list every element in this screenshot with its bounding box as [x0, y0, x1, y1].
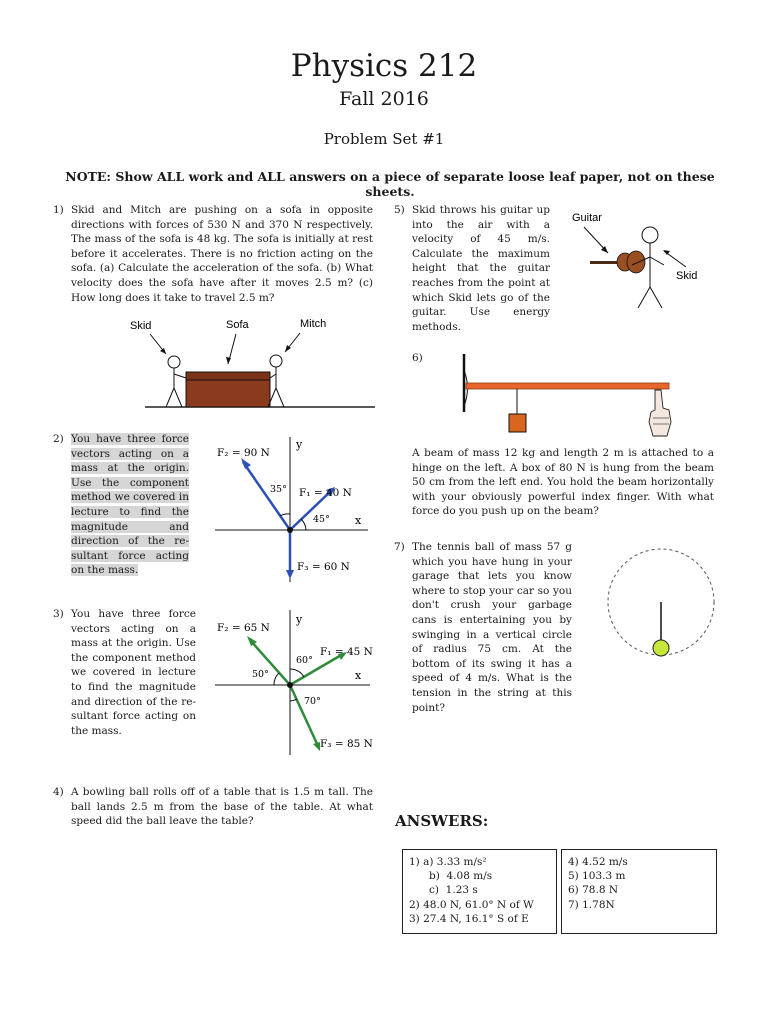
beam-figure [455, 352, 680, 447]
problem-5 [394, 203, 550, 334]
problem-6: A beam of mass 12 kg and length 2 m is attached to a hinge on the left. A box of 80 N is hung from the beam 50 cm from the left end. You hold the beam horizontally with your obviously powerful index finger. With what force do you push up on the beam? [412, 447, 714, 518]
tennis-ball-figure [605, 540, 725, 670]
y-axis-label: y [296, 613, 303, 626]
f2-label: F₂ = 90 N [217, 447, 270, 459]
problem-text: You have three force vectors acting on a mass at the origin. Use the component method we covered in lecture to find the magnitude and direction of the re-sultant force acting on the mass. [71, 608, 196, 737]
problem-6-number: 6) [412, 352, 423, 364]
problem-7 [394, 540, 572, 715]
arrowhead [241, 458, 251, 469]
angle-arc [301, 519, 306, 530]
problem-2 [53, 432, 189, 578]
problem-4 [53, 785, 373, 829]
f2-label: F₂ = 65 N [217, 622, 270, 634]
guitar-label: Guitar [572, 212, 602, 224]
f3-label: F₃ = 60 N [297, 561, 350, 573]
answers-heading: ANSWERS: [395, 812, 489, 830]
problem-number: 1) [53, 204, 64, 216]
problem-number: 3) [53, 608, 64, 620]
answers-box-right [561, 849, 717, 934]
arrowhead [313, 742, 320, 751]
force-diagram-3 [210, 605, 380, 760]
problem-text: Skid throws his guitar up into the air with a velocity of 45 m/s. Calculate the maximum height that the guitar reaches from the point at which Skid lets go of the guitar. Use energy methods. [412, 204, 550, 333]
skid-label: Skid [676, 270, 698, 282]
sofa-figure [130, 312, 380, 412]
angle-label: 35° [270, 484, 287, 495]
answer-line: 6) 78.8 N [568, 884, 619, 897]
sofa-shape [186, 372, 270, 407]
problem-set-label: Problem Set #1 [323, 130, 445, 148]
angle-arc [274, 673, 279, 685]
vector-f3 [290, 685, 318, 746]
guitar-figure [568, 205, 718, 315]
angle-arc [280, 514, 290, 516]
tennis-ball [653, 640, 669, 656]
skid-label: Skid [130, 320, 152, 332]
problem-1 [53, 203, 373, 305]
force-diagram-2 [210, 432, 375, 582]
answers-box-left [402, 849, 557, 934]
f3-label: F₃ = 85 N [320, 738, 373, 750]
index-finger-hand [649, 390, 671, 436]
problem-text: A bowling ball rolls off of a table that is 1.5 m tall. The ball lands 2.5 m from the base of the table. At what speed did the ball leave the table? [71, 786, 373, 828]
answer-line: 5) 103.3 m [568, 870, 626, 883]
answer-line: 2) 48.0 N, 61.0° N of W [409, 898, 534, 911]
term-label: Fall 2016 [339, 88, 429, 110]
x-axis-label: x [355, 514, 362, 527]
arrowhead [286, 570, 294, 579]
hanging-box [509, 414, 526, 432]
answer-line: 4) 4.52 m/s [568, 856, 628, 868]
problem-text: The tennis ball of mass 57 g which you have hung in your garage that lets you know where to stop your car so you don't crush your garbage cans is entertaining you by swinging in a vertical circle of radius 75 cm. At the bottom of its swing it has a speed of 4 m/s. What is the tension in the string at this point? [412, 541, 572, 714]
answer-line: 3) 27.4 N, 16.1° S of E [409, 912, 529, 925]
angle-label: 60° [296, 655, 313, 666]
problem-number: 4) [53, 786, 64, 798]
problem-number: 5) [394, 204, 405, 216]
y-axis-label: y [296, 438, 303, 451]
vector-f2 [243, 462, 290, 530]
answer-line: 7) 1.78N [568, 898, 615, 911]
origin-mass [287, 527, 293, 533]
instructions-note: NOTE: Show ALL work and ALL answers on a piece of separate loose leaf paper, not on these sheets. [65, 169, 715, 199]
problem-text: Skid and Mitch are pushing on a sofa in opposite directions with forces of 530 N and 370 N respectively. The mass of the sofa is 48 kg. The sofa is initially at rest before it accelerates. There is no friction acting on the sofa. (a) Calculate the acceleration of the sofa. (b) What velocity does the sofa have after it moves 2.5 m? (c) How long does it take to travel 2.5 m? [71, 204, 373, 304]
f1-label: F₁ = 40 N [299, 487, 352, 499]
beam [466, 383, 669, 389]
answer-line: b) 4.08 m/s [409, 870, 493, 883]
skid-stick-figure [166, 356, 186, 407]
angle-label: 45° [313, 514, 330, 525]
arrowhead [226, 357, 231, 364]
answer-line: c) 1.23 s [409, 884, 478, 897]
x-axis-label: x [355, 669, 362, 682]
problem-text: You have three force vectors acting on a mass at the origin. Use the component method we covered in lecture to find the magnitude and direction of the re-sultant force acting on the mass. [71, 433, 189, 577]
problem-number: 2) [53, 433, 64, 445]
problem-number: 7) [394, 541, 405, 553]
guitar-shape [590, 251, 645, 273]
problem-3 [53, 607, 196, 738]
angle-label: 50° [252, 669, 269, 680]
arrowhead [160, 348, 166, 354]
mitch-label: Mitch [300, 318, 327, 330]
f1-label: F₁ = 45 N [320, 646, 373, 658]
angle-arc [290, 669, 304, 677]
sofa-label: Sofa [226, 319, 249, 331]
answer-line: 1) a) 3.33 m/s² [409, 856, 487, 868]
angle-label: 70° [304, 696, 321, 707]
document-title: Physics 212 [290, 48, 478, 84]
origin-mass [287, 682, 293, 688]
